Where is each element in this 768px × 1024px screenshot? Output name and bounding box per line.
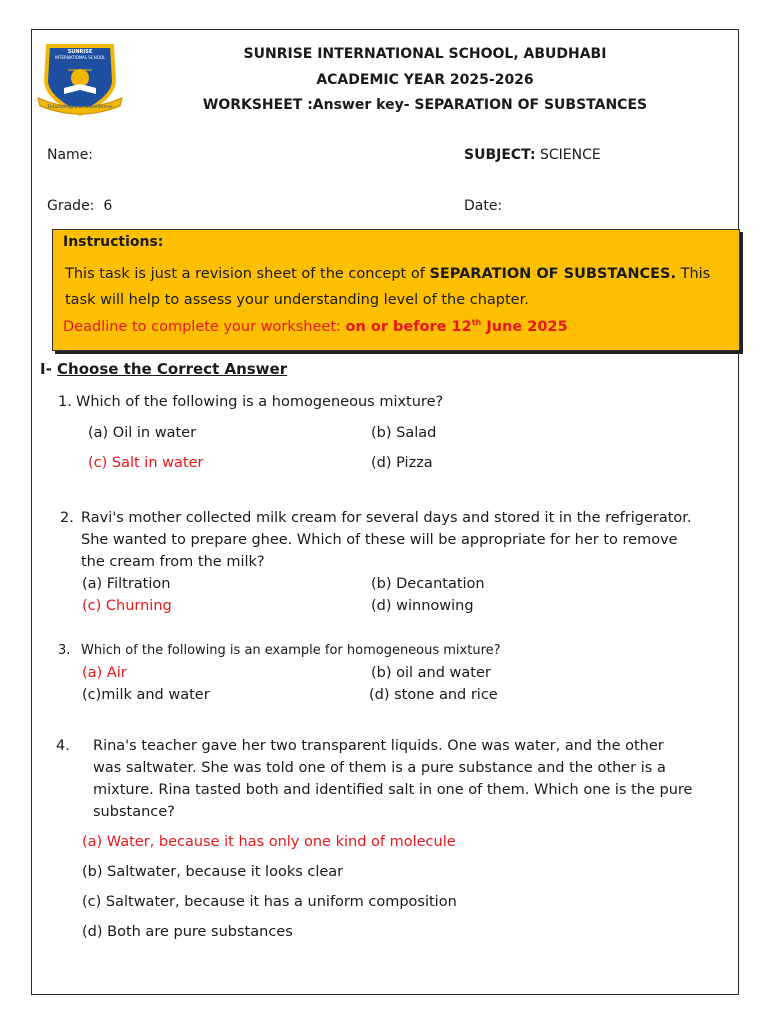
date-label: Date: xyxy=(464,198,503,214)
logo-name-2: INTERNATIONAL SCHOOL xyxy=(54,55,106,60)
deadline-pre: Deadline to complete your worksheet: xyxy=(63,318,346,335)
q4-text-line2: was saltwater. She was told one of them is a pure substance and the other is a xyxy=(93,760,666,776)
deadline-bold: on or before 12 xyxy=(345,318,472,335)
q4-text-line1: Rina's teacher gave her two transparent liquids. One was water, and the other xyxy=(93,738,664,754)
deadline-line xyxy=(63,318,568,335)
q1-option-b: (b) Salad xyxy=(371,425,437,441)
q4-option-d: (d) Both are pure substances xyxy=(82,924,293,940)
q2-option-b: (b) Decantation xyxy=(371,576,485,592)
q4-option-b: (b) Saltwater, because it looks clear xyxy=(82,864,344,880)
q2-text-line2: She wanted to prepare ghee. Which of these will be appropriate for her to remove xyxy=(81,532,678,548)
instructions-heading: Instructions: xyxy=(63,234,164,250)
school-name: SUNRISE INTERNATIONAL SCHOOL, ABUDHABI xyxy=(243,46,607,62)
q2-number: 2. xyxy=(60,510,74,526)
instructions-line1-pre: This task is just a revision sheet of the concept of xyxy=(65,266,430,282)
q4-text-line4: substance? xyxy=(93,804,175,820)
grade-value: 6 xyxy=(103,198,113,214)
instructions-line1-bold: SEPARATION OF SUBSTANCES. xyxy=(429,266,676,282)
grade-field xyxy=(47,198,112,214)
worksheet-title: WORKSHEET :Answer key- SEPARATION OF SUBSTANCES xyxy=(202,97,648,113)
q4-number: 4. xyxy=(56,738,70,754)
q1-option-a: (a) Oil in water xyxy=(88,425,197,441)
q2-option-c-answer: (c) Churning xyxy=(82,598,172,614)
logo-motto: Educating For Excellence xyxy=(47,104,113,110)
q3-option-b: (b) oil and water xyxy=(371,665,491,681)
school-logo xyxy=(34,40,126,120)
q3-number: 3. xyxy=(58,643,71,658)
q1-text: Which of the following is a homogeneous mixture? xyxy=(76,394,444,410)
q3-text: Which of the following is an example for homogeneous mixture? xyxy=(81,643,501,658)
q2-option-a: (a) Filtration xyxy=(82,576,171,592)
q2-text-line1: Ravi's mother collected milk cream for several days and stored it in the refrigerator. xyxy=(81,510,692,526)
subject-value: SCIENCE xyxy=(540,147,601,163)
instructions-line2: task will help to assess your understanding level of the chapter. xyxy=(65,292,529,308)
academic-year: ACADEMIC YEAR 2025-2026 xyxy=(316,72,534,88)
q4-option-a-answer: (a) Water, because it has only one kind of molecule xyxy=(82,834,456,850)
deadline-date xyxy=(346,319,568,335)
name-label: Name: xyxy=(47,147,94,163)
section-title: Choose the Correct Answer xyxy=(57,360,288,378)
q4-text-line3: mixture. Rina tasted both and identified salt in one of them. Which one is the pure xyxy=(93,782,693,798)
logo-name-1: SUNRISE xyxy=(67,49,93,55)
q2-text-line3: the cream from the milk? xyxy=(81,554,265,570)
q3-option-d: (d) stone and rice xyxy=(369,687,498,703)
deadline-end: June 2025 xyxy=(481,318,568,335)
section-prefix: I- xyxy=(40,360,58,378)
q1-option-d: (d) Pizza xyxy=(371,455,433,471)
q1-option-c-answer: (c) Salt in water xyxy=(88,455,204,471)
q1-number: 1. xyxy=(58,394,72,410)
instructions-line1 xyxy=(65,266,710,282)
section-heading xyxy=(40,360,287,378)
instructions-line1-post: This xyxy=(675,266,711,282)
grade-label: Grade: xyxy=(47,198,95,214)
q2-option-d: (d) winnowing xyxy=(371,598,474,614)
q3-option-c: (c)milk and water xyxy=(82,687,210,703)
subject-field xyxy=(464,147,601,163)
q4-option-c: (c) Saltwater, because it has a uniform composition xyxy=(82,894,457,910)
deadline-sup: th xyxy=(471,318,482,327)
q3-option-a-answer: (a) Air xyxy=(82,665,127,681)
subject-label: SUBJECT: xyxy=(464,147,536,163)
